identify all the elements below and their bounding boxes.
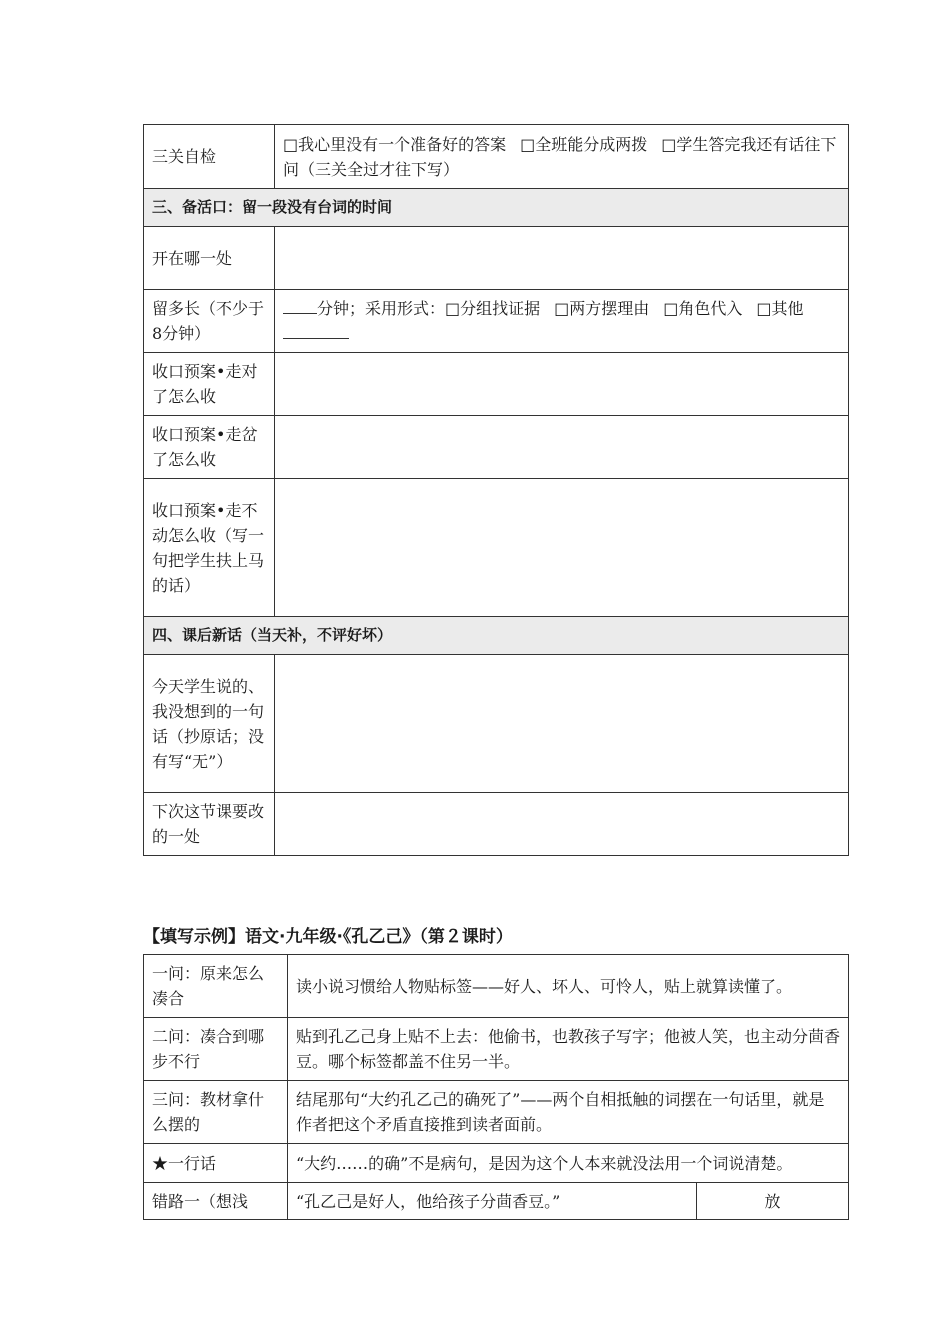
entry-field[interactable] [275, 655, 849, 793]
table-row [144, 1081, 849, 1144]
row-label: 二问：凑合到哪步不行 [144, 1018, 288, 1081]
row-value: 贴到孔乙己身上贴不上去：他偷书，也教孩子写字；他被人笑，也主动分茴香豆。哪个标签都盖不住另一半。 [288, 1018, 849, 1081]
entry-field[interactable] [275, 353, 849, 416]
example-heading: 【填写示例】语文·九年级·《孔乙己》（第２课时） [143, 927, 513, 947]
lesson-plan-table [143, 124, 849, 856]
row-label: 开在哪一处 [144, 227, 275, 290]
table-row [144, 227, 849, 290]
row-extra: 放 [697, 1183, 849, 1220]
table-row [144, 353, 849, 416]
form-option[interactable]: □分组找证据 [445, 299, 541, 318]
row-label: 错路一（想浅 [144, 1183, 288, 1220]
self-check-label: 三关自检 [144, 125, 275, 189]
table-row [144, 1018, 849, 1081]
form-option[interactable]: □其他 [756, 299, 804, 318]
section4-header [144, 617, 849, 655]
other-blank[interactable] [283, 322, 349, 339]
row-label: 留多长（不少于8分钟） [144, 290, 275, 353]
row-value: 结尾那句“大约孔乙己的确死了”——两个自相抵触的词摆在一句话里，就是作者把这个矛盾直接推到读者面前。 [288, 1081, 849, 1144]
self-check-options [275, 125, 849, 189]
table-row [144, 416, 849, 479]
form-option[interactable]: □两方摆理由 [554, 299, 650, 318]
table-row [144, 955, 849, 1018]
form-option[interactable]: □角色代入 [663, 299, 743, 318]
row-label: 今天学生说的、我没想到的一句话（抄原话；没有写“无”） [144, 655, 275, 793]
entry-field[interactable] [275, 227, 849, 290]
example-table [143, 954, 849, 1220]
row-value: “大约……的确”不是病句，是因为这个人本来就没法用一个词说清楚。 [288, 1144, 849, 1183]
row-label: 收口预案•走岔了怎么收 [144, 416, 275, 479]
row-label: 收口预案•走对了怎么收 [144, 353, 275, 416]
row-label: ★一行话 [144, 1144, 288, 1183]
row-value: “孔乙己是好人，他给孩子分茴香豆。” [288, 1183, 697, 1220]
table-row [144, 655, 849, 793]
self-check-option-2[interactable]: □全班能分成两拨 [520, 134, 648, 154]
row-value: 读小说习惯给人物贴标签——好人、坏人、可怜人，贴上就算读懂了。 [288, 955, 849, 1018]
table-row [144, 1144, 849, 1183]
section3-header [144, 189, 849, 227]
table-row [144, 290, 849, 353]
self-check-row [144, 125, 849, 189]
row-label: 一问：原来怎么凑合 [144, 955, 288, 1018]
section4-title: 四、课后新话（当天补，不评好坏） [144, 617, 849, 655]
duration-field [275, 290, 849, 353]
entry-field[interactable] [275, 416, 849, 479]
entry-field[interactable] [275, 479, 849, 617]
row-label: 下次这节课要改的一处 [144, 793, 275, 856]
row-label: 收口预案•走不动怎么收（写一句把学生扶上马的话） [144, 479, 275, 617]
self-check-option-1[interactable]: □我心里没有一个准备好的答案 [283, 134, 507, 154]
duration-blank[interactable] [283, 297, 317, 314]
section3-title: 三、备活口：留一段没有台词的时间 [144, 189, 849, 227]
row-label: 三问：教材拿什么摆的 [144, 1081, 288, 1144]
table-row [144, 1183, 849, 1220]
table-row [144, 479, 849, 617]
self-check-option-3[interactable]: □学生答完我还有话往下问（三关全过才往下写） [283, 134, 837, 179]
table-row [144, 793, 849, 856]
entry-field[interactable] [275, 793, 849, 856]
duration-unit: 分钟；采用形式： [317, 299, 446, 318]
